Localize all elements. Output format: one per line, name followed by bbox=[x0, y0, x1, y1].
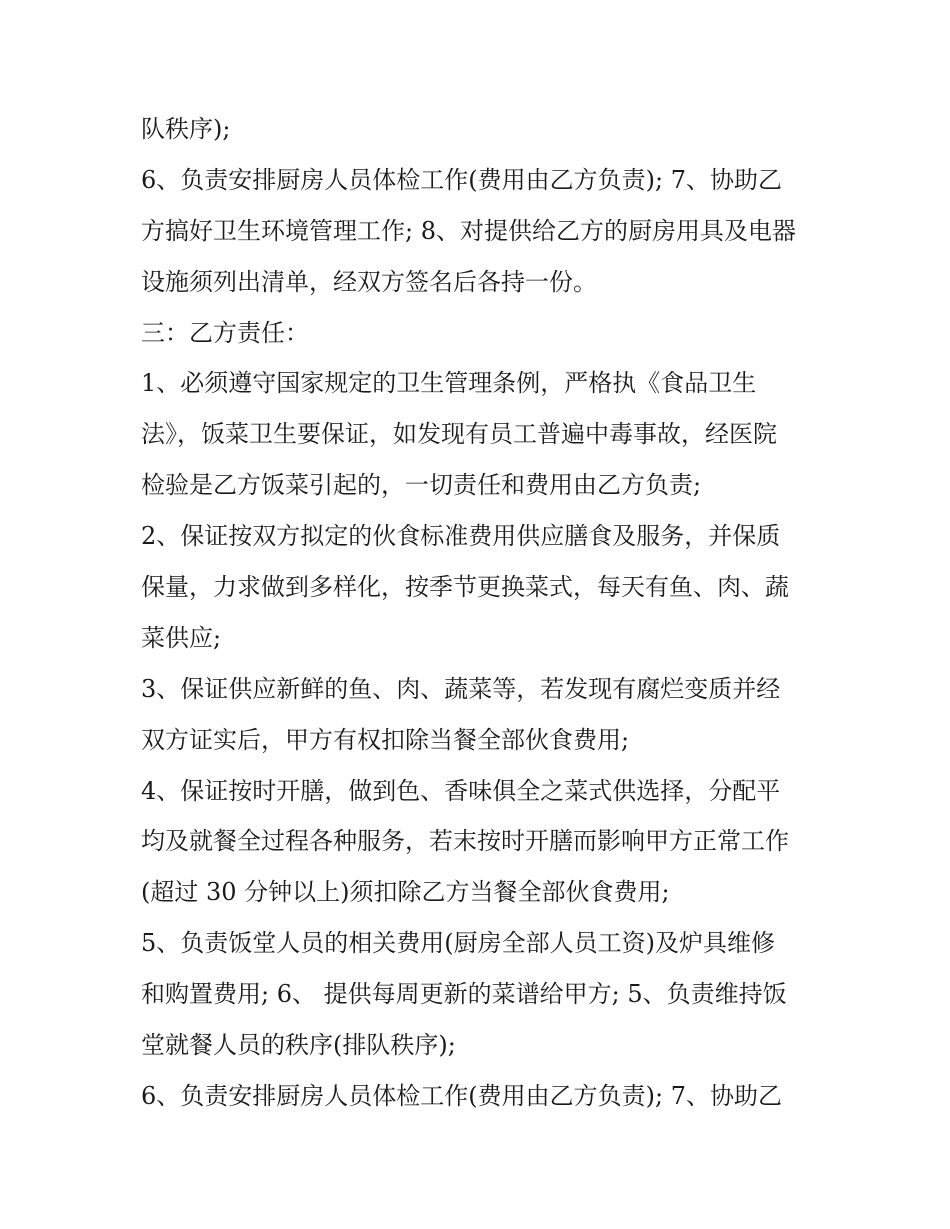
text-line: 保量，力求做到多样化，按季节更换菜式，每天有鱼、肉、蔬 bbox=[141, 573, 789, 602]
text-line: 5、负责饭堂人员的相关费用(厨房全部人员工资)及炉具维修 bbox=[141, 929, 775, 958]
text-line: 双方证实后，甲方有权扣除当餐全部伙食费用; bbox=[141, 725, 630, 754]
section-heading: 三：乙方责任： bbox=[141, 318, 309, 347]
text-line: 方搞好卫生环境管理工作; 8、对提供给乙方的厨房用具及电器 bbox=[141, 216, 796, 245]
text-line: 2、保证按双方拟定的伙食标准费用供应膳食及服务，并保质 bbox=[141, 522, 781, 551]
text-line: 和购置费用; 6、 提供每周更新的菜谱给甲方; 5、负责维持饭 bbox=[141, 980, 787, 1009]
text-line: 3、保证供应新鲜的鱼、肉、蔬菜等，若发现有腐烂变质并经 bbox=[141, 674, 781, 703]
text-line: 设施须列出清单，经双方签名后各持一份。 bbox=[141, 267, 597, 296]
document-body bbox=[141, 104, 821, 1122]
text-line: 检验是乙方饭菜引起的，一切责任和费用由乙方负责; bbox=[141, 471, 702, 500]
text-line: 队秩序); bbox=[141, 115, 231, 143]
text-line: 1、必须遵守国家规定的卫生管理条例，严格执《食品卫生 bbox=[141, 369, 757, 398]
text-line: 堂就餐人员的秩序(排队秩序); bbox=[141, 1031, 456, 1060]
text-line: 菜供应; bbox=[141, 623, 222, 652]
text-line: 6、负责安排厨房人员体检工作(费用由乙方负责); 7、协助乙 bbox=[141, 1081, 782, 1110]
text-line: (超过 30 分钟以上)须扣除乙方当餐全部伙食费用; bbox=[141, 878, 670, 907]
text-line: 4、保证按时开膳，做到色、香味俱全之菜式供选择，分配平 bbox=[141, 776, 781, 805]
text-line: 均及就餐全过程各种服务，若末按时开膳而影响甲方正常工作 bbox=[141, 827, 789, 856]
text-line: 法》，饭菜卫生要保证，如发现有员工普遍中毒事故，经医院 bbox=[141, 420, 777, 449]
text-line: 6、负责安排厨房人员体检工作(费用由乙方负责); 7、协助乙 bbox=[141, 165, 782, 194]
